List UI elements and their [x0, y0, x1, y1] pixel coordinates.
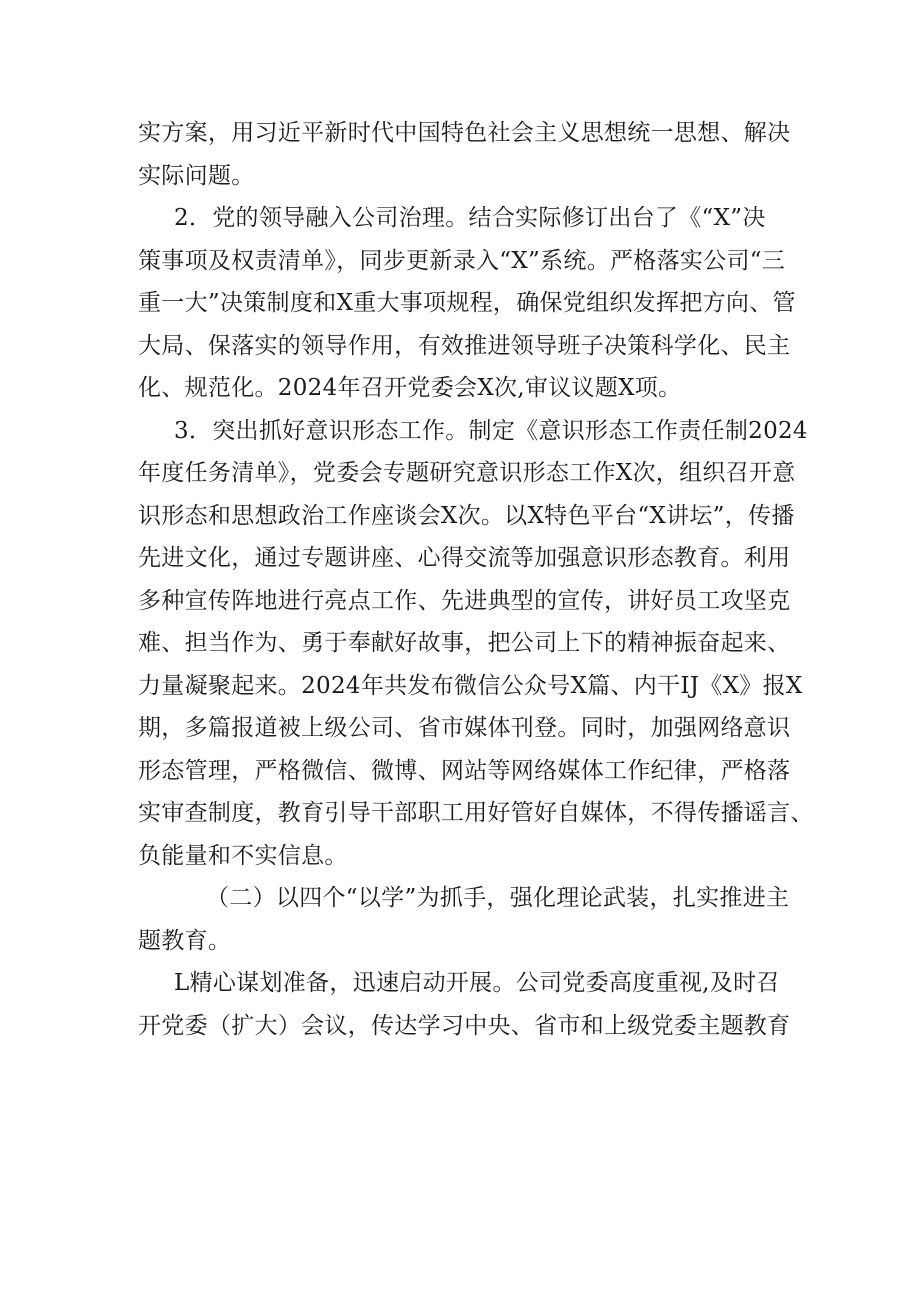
text-line: 化、规范化。2024年召开党委会X次,审议议题X项。 — [138, 375, 682, 401]
text-line: 难、担当作为、勇于奉献好故事，把公司上下的精神振奋起来、 — [138, 630, 791, 656]
text-line: 负能量和不实信息。 — [138, 842, 348, 869]
text-line: 3．突出抓好意识形态工作。制定《意识形态工作责任制2024 — [174, 417, 808, 444]
text-line: L精心谋划准备，迅速启动开展。公司党委高度重视,及时召 — [174, 970, 780, 996]
text-line: 策事项及权责清单》，同步更新录入“X”系统。严格落实公司“三 — [138, 247, 786, 274]
text-line: 开党委（扩大）会议，传达学习中央、省市和上级党委主题教育 — [138, 1012, 791, 1039]
paragraph-1 — [138, 197, 798, 410]
text-line: 形态管理，严格微信、微博、网站等网络媒体工作纪律，严格落 — [138, 757, 791, 784]
text-line: 多种宣传阵地进行亮点工作、先进典型的宣传，讲好员工攻坚克 — [138, 587, 791, 614]
section-heading-line: （二）以四个“以学”为抓手，强化理论武装，扎实推进主 — [206, 885, 790, 911]
text-line: 重一大”决策制度和X重大事项规程，确保党组织发挥把方向、管 — [138, 290, 796, 316]
text-line: 期，多篇报道被上级公司、省市媒体刊登。同时，加强网络意识 — [138, 715, 791, 741]
paragraph-3 — [138, 877, 798, 962]
text-line: 识形态和思想政治工作座谈会X次。以X特色平台“X讲坛”，传播 — [138, 502, 795, 529]
text-line: 实方案，用习近平新时代中国特色社会主义思想统一思想、解决 — [138, 120, 791, 146]
paragraph-0 — [138, 112, 798, 197]
text-line: 大局、保落实的领导作用，有效推进领导班子决策科学化、民主 — [138, 332, 791, 359]
section-heading-line: 题教育。 — [138, 927, 232, 954]
text-line: 实审查制度，教育引导干部职工用好管好自媒体，不得传播谣言、 — [138, 800, 814, 826]
text-line: 年度任务清单》，党委会专题研究意识形态工作X次，组织召开意 — [138, 460, 796, 486]
paragraph-2 — [138, 410, 814, 878]
text-line: 先进文化，通过专题讲座、心得交流等加强意识形态教育。利用 — [138, 545, 791, 571]
text-line: 力量凝聚起来。2024年共发布微信公众号X篇、内干IJ《X》报X — [138, 672, 803, 699]
text-line: 2．党的领导融入公司治理。结合实际修订出台了《“X”决 — [174, 205, 766, 231]
text-line: 实际问题。 — [138, 162, 255, 189]
document-body — [138, 112, 814, 1047]
paragraph-4 — [138, 962, 798, 1047]
